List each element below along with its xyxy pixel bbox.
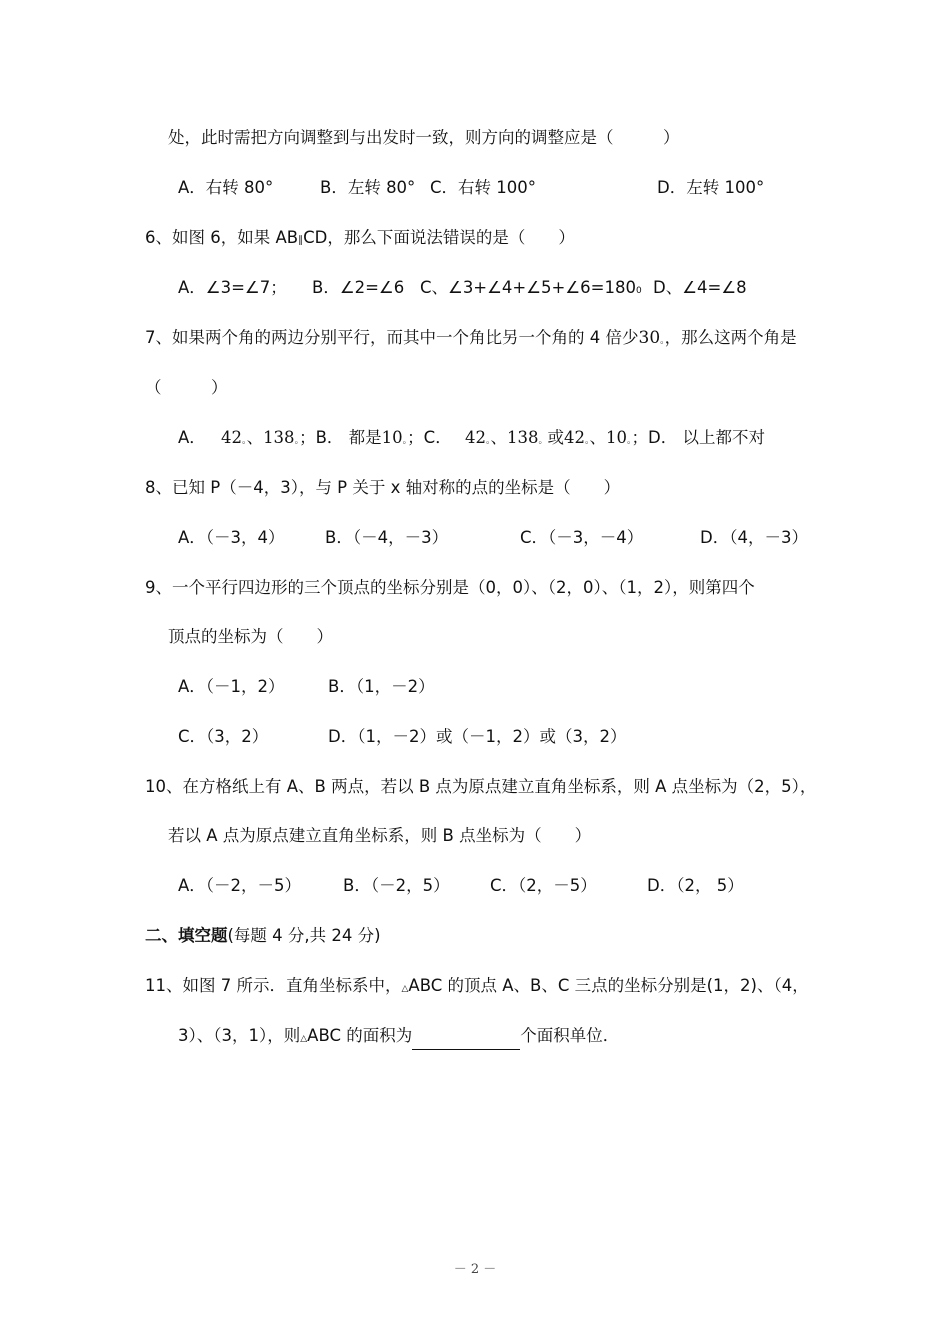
triangle-symbol: △ — [401, 984, 409, 994]
q9-option-c: C．（3，2） — [178, 727, 269, 746]
q11-question-line1 — [145, 975, 809, 1000]
q11-line2-post: 个面积单位． — [520, 1026, 620, 1045]
degree-mark: 。 — [627, 436, 632, 446]
q9-option-d: D．（1，－2）或（－1，2）或（3，2） — [328, 727, 627, 746]
triangle-symbol: △ — [300, 1034, 308, 1044]
q5-continuation: 处，此时需把方向调整到与出发时一致，则方向的调整应是（ ） — [168, 128, 680, 147]
q10-option-d: D．（2， 5） — [647, 876, 744, 895]
page-number: － 2 － — [453, 1262, 497, 1277]
q9-option-a: A．（－1，2） — [178, 677, 285, 696]
q6-question — [145, 227, 575, 252]
degree-mark: 。 — [402, 436, 408, 446]
q7-c-num4: 10 — [606, 428, 627, 447]
q7-text-post: ，那么这两个角是 — [664, 328, 797, 347]
separator: 、 — [246, 428, 264, 447]
q5-option-c: C．右转 100° — [430, 178, 537, 197]
q10-option-c: C．（2，－5） — [490, 876, 597, 895]
q9-question-line1: 9、一个平行四边形的三个顶点的坐标分别是（0，0）、（2，0）、（1，2），则第四个 — [145, 578, 755, 597]
q7-a-num1: 42 — [221, 428, 243, 447]
q6-option-d: D、∠4=∠8 — [653, 278, 747, 297]
q11-question-line2 — [178, 1025, 619, 1050]
q5-option-b: B．左转 80° — [320, 178, 416, 197]
q11-line2-pre: 3）、（3，1），则 — [178, 1026, 301, 1045]
q7-options — [178, 427, 765, 452]
q8-question: 8、已知 P（－4，3），与 P 关于 x 轴对称的点的坐标是（ ） — [145, 478, 621, 497]
answer-blank[interactable] — [412, 1031, 520, 1050]
q11-text-pre: 11、如图 7 所示．直角坐标系中， — [145, 976, 402, 995]
q7-number: 30 — [638, 328, 661, 348]
section-heading — [145, 925, 381, 947]
q7-degree: 。 — [660, 336, 665, 346]
q8-option-d: D．（4，－3） — [700, 528, 808, 547]
q6-option-a: A．∠3=∠7； — [178, 278, 287, 297]
q7-c-num2: 138 — [506, 428, 539, 447]
q8-option-b: B．（－4，－3） — [325, 528, 449, 547]
degree-mark: 。 — [584, 436, 590, 446]
q10-option-a: A．（－2，－5） — [178, 876, 302, 895]
q7-b-num: 10 — [381, 428, 403, 447]
q6-option-c-subscript: 0 — [635, 286, 642, 296]
q7-a-num2: 138 — [263, 428, 295, 447]
q11-line2-mid: ABC 的面积为 — [307, 1026, 413, 1045]
q7-text-pre: 7、如果两个角的两边分别平行，而其中一个角比另一个角的 4 倍少 — [145, 328, 639, 347]
section-scoring: (每题 4 分,共 24 分) — [227, 926, 381, 945]
separator: 、 — [490, 428, 507, 447]
q11-text-post: ABC 的顶点 A、B、C 三点的坐标分别是(1，2)、（4， — [408, 976, 809, 995]
q5-option-d: D．左转 100° — [657, 178, 765, 197]
degree-mark: 。 — [294, 436, 300, 446]
q7-or: 或 — [547, 428, 564, 447]
q6-option-b: B．∠2=∠6 — [312, 278, 405, 297]
parallel-symbol: ∥ — [298, 235, 304, 246]
degree-mark: 。 — [242, 436, 247, 446]
q9-question-line2: 顶点的坐标为（ ） — [168, 627, 333, 646]
q6-option-c — [420, 277, 642, 302]
degree-mark: 。 — [538, 436, 548, 446]
q7-option-d-label: ；D． 以上都不对 — [631, 428, 765, 447]
q7-option-b-label: ；B． 都是 — [299, 428, 382, 447]
section-title: 二、填空题 — [145, 926, 228, 945]
q10-option-b: B．（－2，5） — [343, 876, 450, 895]
q7-answer-paren: （ ） — [145, 378, 228, 397]
q7-option-c-label: ；C． — [407, 428, 452, 447]
q7-c-num1: 42 — [464, 428, 486, 447]
q7-c-num3: 42 — [563, 428, 585, 447]
q5-option-a: A．右转 80° — [178, 178, 274, 197]
q7-question — [145, 327, 797, 352]
q6-text-post: CD，那么下面说法错误的是（ ） — [303, 228, 575, 247]
q10-question-line1: 10、在方格纸上有 A、B 两点，若以 B 点为原点建立直角坐标系，则 A 点坐标为（2，5）， — [145, 777, 817, 796]
q7-option-a-label: A． — [178, 428, 206, 447]
q9-option-b: B．（1，－2） — [328, 677, 435, 696]
q6-option-c-text: C、∠3+∠4+∠5+∠6=180 — [420, 278, 636, 297]
degree-mark: 。 — [485, 436, 491, 446]
q10-question-line2: 若以 A 点为原点建立直角坐标系，则 B 点坐标为（ ） — [168, 826, 592, 845]
separator: 、 — [589, 428, 606, 447]
q8-option-a: A．（－3，4） — [178, 528, 285, 547]
q6-text-pre: 6、如图 6，如果 AB — [145, 228, 299, 247]
q8-option-c: C．（－3，－4） — [520, 528, 644, 547]
